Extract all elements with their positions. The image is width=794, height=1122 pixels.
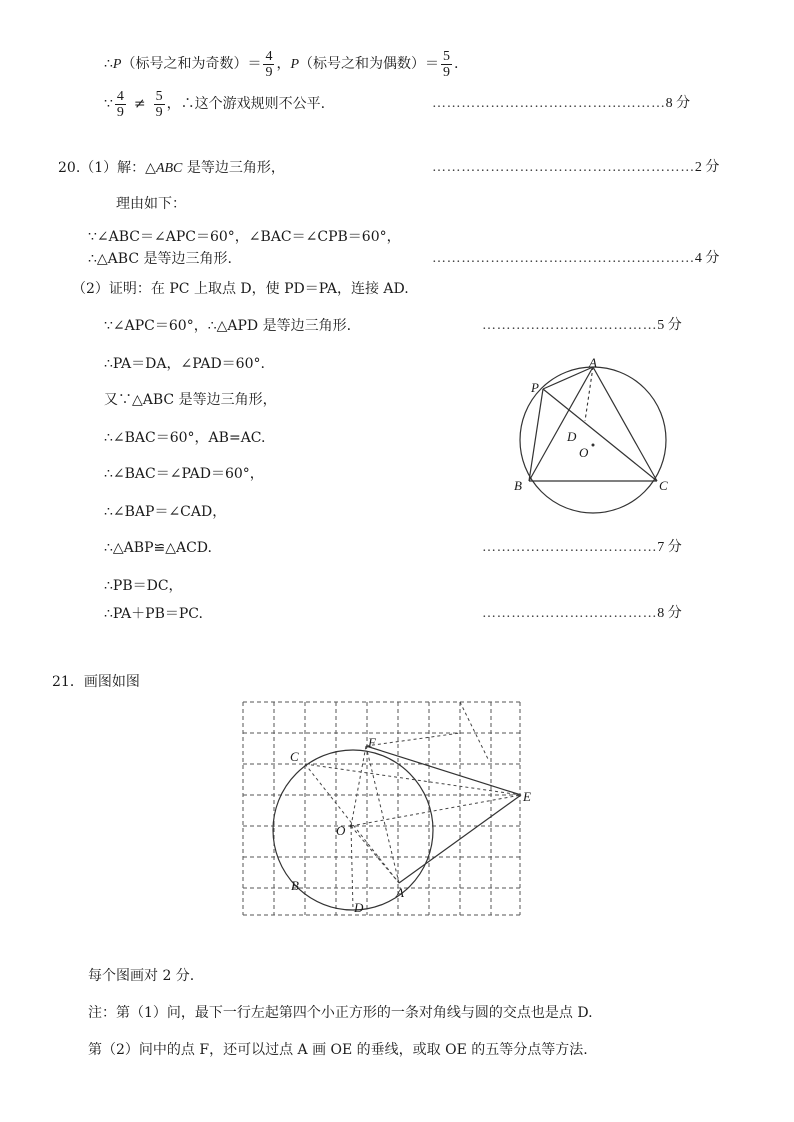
segment-fe [366,746,521,795]
label-f: F [368,735,376,750]
proof-step: 又∵△ABC 是等边三角形， [104,392,277,408]
score-marker: ………………………………………………2 分 [432,160,720,175]
label-e: E [523,789,531,804]
proof-step: ∴∠BAC＝∠PAD＝60°， [104,466,264,482]
center-point [592,444,595,447]
q20-conclusion-line: ∴△ABC 是等边三角形. [88,251,232,267]
q20-reason-header: 理由如下： [116,196,186,212]
q20-circle-figure [505,355,685,530]
conclusion-line: ∵ $\frac{4}{9}$ ≠ $\frac{5}{9}$ ，∴这个游戏规则不公平. [104,88,326,120]
score-marker: ………………………………5 分 [482,318,682,333]
grid-lines [243,702,520,915]
q21-header: 21．画图如图 [52,674,140,690]
proof-step: ∴∠BAC＝60°，AB=AC. [104,430,266,446]
score-marker: …………………………………………8 分 [432,96,691,111]
label-p: P [531,380,539,395]
fraction-5-9: $\frac{5}{9}$ [443,48,451,80]
proof-step: ∴PB＝DC， [104,578,183,594]
q21-grading-note: 每个图画对 2 分. [88,968,195,984]
proof-step: ∵∠APC＝60°，∴△APD 是等边三角形. [104,318,352,334]
q21-grid-figure [236,695,536,925]
score-marker: ………………………………7 分 [482,540,682,555]
label-o: O [579,445,589,460]
label-a: A [589,355,597,370]
segment-pc [543,389,657,481]
fraction-4-9: $\frac{4}{9}$ [116,88,124,120]
fraction-4-9: $\frac{4}{9}$ [265,48,273,80]
label-b: B [514,478,522,493]
label-c: C [659,478,668,493]
label-c: C [290,749,299,764]
label-b: B [291,878,299,893]
proof-step: ∴PA＋PB＝PC. [104,606,203,622]
proof-step: ∴∠BAP＝∠CAD， [104,504,227,520]
segment-ac [593,367,657,481]
label-o: O [336,823,346,838]
q21-note-2: 第（2）问中的点 F，还可以过点 A 画 OE 的垂线，或取 OE 的五等分点等方法. [88,1042,588,1058]
segment-pa [543,367,593,389]
fraction-5-9: $\frac{5}{9}$ [155,88,163,120]
score-marker: ………………………………………………4 分 [432,251,720,266]
circumcircle [520,367,666,513]
q20-part1-answer: 20.（1）解：△ABC 是等边三角形， [58,160,285,176]
q21-note-1: 注：第（1）问，最下一行左起第四个小正方形的一条对角线与圆的交点也是点 D. [88,1005,593,1021]
center-point [350,825,353,828]
q20-reason-line: ∵∠ABC＝∠APC＝60°，∠BAC＝∠CPB＝60°， [88,229,401,245]
proof-step: ∴PA＝DA，∠PAD＝60°. [104,356,265,372]
segment-pb [529,389,543,481]
proof-step: ∴△ABP≌△ACD. [104,540,212,556]
label-d: D [567,429,577,444]
score-marker: ………………………………8 分 [482,606,682,621]
label-a: A [396,885,404,900]
probability-line: ∴P（标号之和为奇数）＝ $\frac{4}{9}$ ，P（标号之和为偶数）＝ $\frac{5}{9}$ . [104,48,459,80]
q20-part2-proof: （2）证明：在 PC 上取点 D，使 PD＝PA，连接 AD. [72,281,409,297]
label-d: D [354,900,364,915]
